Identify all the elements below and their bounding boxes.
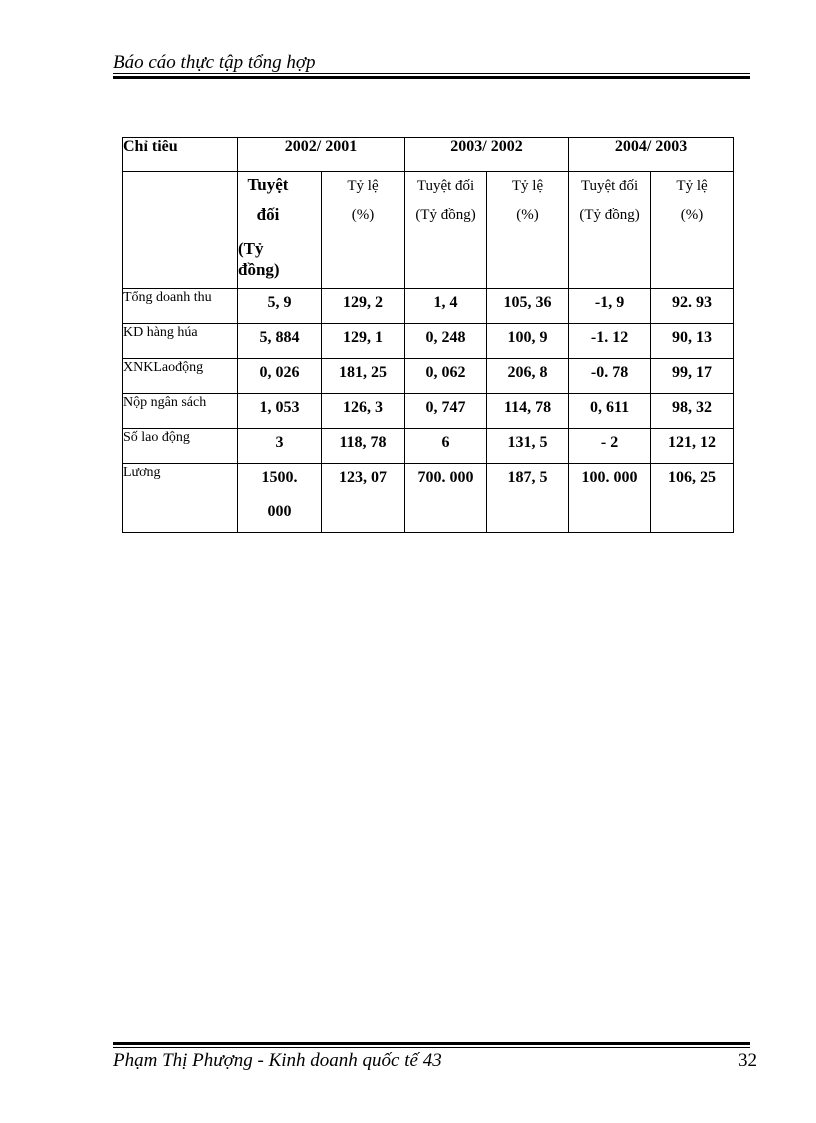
row-label: KD hàng húa	[123, 324, 238, 359]
table-cell: 0, 747	[405, 394, 487, 429]
table-cell: -1. 12	[569, 324, 651, 359]
table-cell: 131, 5	[487, 429, 569, 464]
table-cell: 129, 1	[322, 324, 405, 359]
table-cell: 1, 4	[405, 289, 487, 324]
header-period-1: 2002/ 2001	[238, 138, 405, 172]
table-cell: 0, 611	[569, 394, 651, 429]
footer-rule-thick	[113, 1042, 750, 1045]
row-label: Tổng doanh thu	[123, 289, 238, 324]
table-cell: 1, 053	[238, 394, 322, 429]
header-title: Báo cáo thực tập tổng hợp	[113, 52, 316, 73]
table-cell: 5, 884	[238, 324, 322, 359]
table-cell: 99, 17	[651, 359, 734, 394]
table-cell: 118, 78	[322, 429, 405, 464]
table-row	[123, 289, 734, 324]
table-cell: 90, 13	[651, 324, 734, 359]
table-cell: 98, 32	[651, 394, 734, 429]
table-cell: 1500. 000	[238, 464, 322, 533]
header-period-2: 2003/ 2002	[405, 138, 569, 172]
table-cell: -0. 78	[569, 359, 651, 394]
table-row	[123, 464, 734, 533]
subheader-ratio-2: Tỷ lệ (%)	[487, 172, 569, 289]
table-row	[123, 324, 734, 359]
table-cell: - 2	[569, 429, 651, 464]
table-row	[123, 429, 734, 464]
table-cell: 106, 25	[651, 464, 734, 533]
header-period-3: 2004/ 2003	[569, 138, 734, 172]
table-cell: 100, 9	[487, 324, 569, 359]
footer-rule-thin	[113, 1047, 750, 1048]
table-cell: 3	[238, 429, 322, 464]
subheader-ratio-1: Tỷ lệ (%)	[322, 172, 405, 289]
row-label: Nộp ngân sách	[123, 394, 238, 429]
table-cell: 0, 026	[238, 359, 322, 394]
row-label: Lương	[123, 464, 238, 533]
table-cell: 0, 062	[405, 359, 487, 394]
table-row	[123, 394, 734, 429]
table-cell: 100. 000	[569, 464, 651, 533]
table-cell: 187, 5	[487, 464, 569, 533]
table-cell: 5, 9	[238, 289, 322, 324]
table-cell: 121, 12	[651, 429, 734, 464]
table-cell: 114, 78	[487, 394, 569, 429]
table-cell: 105, 36	[487, 289, 569, 324]
table-cell: 92. 93	[651, 289, 734, 324]
header-indicator: Chỉ tiêu	[123, 138, 238, 172]
subheader-ratio-3: Tỷ lệ (%)	[651, 172, 734, 289]
table-cell: 126, 3	[322, 394, 405, 429]
statistics-table	[122, 137, 734, 533]
row-label: XNKLaođộng	[123, 359, 238, 394]
table-cell: 129, 2	[322, 289, 405, 324]
table-cell: 206, 8	[487, 359, 569, 394]
header-rule-thick	[113, 76, 750, 79]
table-row	[123, 359, 734, 394]
table-cell: 0, 248	[405, 324, 487, 359]
table-header-row	[123, 138, 734, 172]
table-subheader-row	[123, 172, 734, 289]
table-cell: 181, 25	[322, 359, 405, 394]
table-cell: 6	[405, 429, 487, 464]
subheader-absolute-3: Tuyệt đối (Tỷ đồng)	[569, 172, 651, 289]
table-cell: 700. 000	[405, 464, 487, 533]
page-number: 32	[738, 1050, 757, 1071]
subheader-absolute-1: Tuyệt đối (Tỷ đồng)	[238, 172, 322, 289]
subheader-empty	[123, 172, 238, 289]
footer-author: Phạm Thị Phượng - Kinh doanh quốc tế 43	[113, 1050, 442, 1071]
subheader-absolute-2: Tuyệt đối (Tỷ đồng)	[405, 172, 487, 289]
header-rule-thin	[113, 73, 750, 74]
table-cell: -1, 9	[569, 289, 651, 324]
table-cell: 123, 07	[322, 464, 405, 533]
row-label: Số lao động	[123, 429, 238, 464]
